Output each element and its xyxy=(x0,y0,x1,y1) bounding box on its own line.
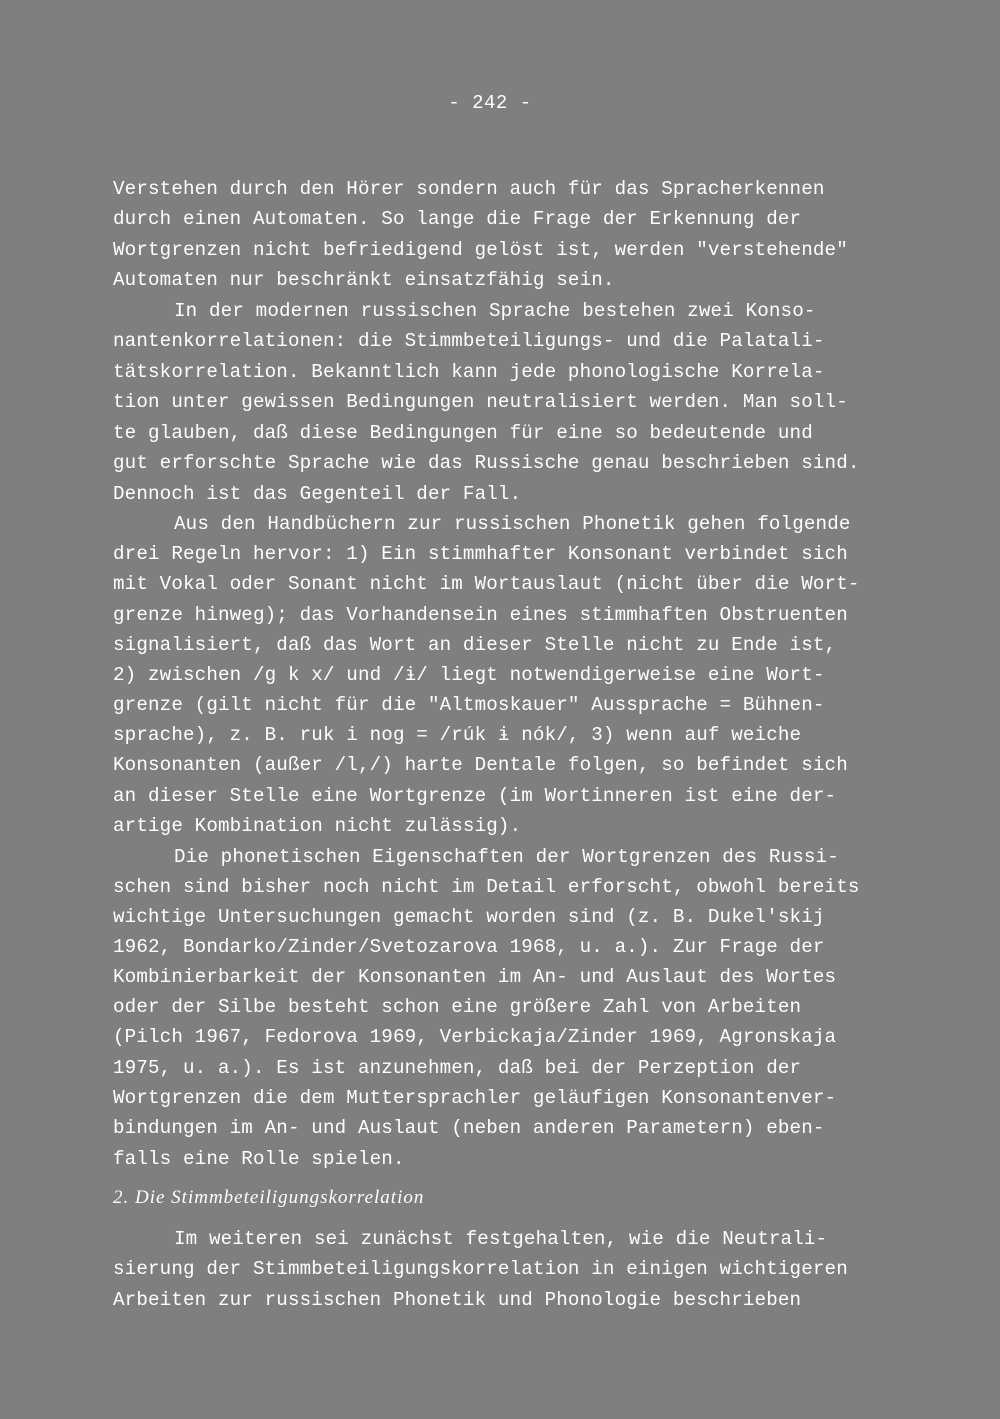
text-line: wichtige Untersuchungen gemacht worden sind (z. B. Dukel'skij xyxy=(113,906,825,928)
text-line: an dieser Stelle eine Wortgrenze (im Wortinneren ist eine der- xyxy=(113,785,837,807)
text-line: falls eine Rolle spielen. xyxy=(113,1148,405,1170)
text-line: artige Kombination nicht zulässig). xyxy=(113,815,522,837)
text-line: Wortgrenzen nicht befriedigend gelöst ist, werden "verstehende" xyxy=(113,239,848,261)
text-line: Wortgrenzen die dem Muttersprachler geläufigen Konsonantenver- xyxy=(113,1087,837,1109)
text-line: 1962, Bondarko/Zinder/Svetozarova 1968, u. a.). Zur Frage der xyxy=(113,936,825,958)
text-line: Aus den Handbüchern zur russischen Phonetik gehen folgende xyxy=(174,513,851,535)
text-line: Automaten nur beschränkt einsatzfähig sein. xyxy=(113,269,615,291)
text-line: Im weiteren sei zunächst festgehalten, wie die Neutrali- xyxy=(174,1228,828,1250)
text-line: mit Vokal oder Sonant nicht im Wortauslaut (nicht über die Wort- xyxy=(113,573,860,595)
text-line: sierung der Stimmbeteiligungskorrelation in einigen wichtigeren xyxy=(113,1258,848,1280)
text-line: gut erforschte Sprache wie das Russische genau beschrieben sind. xyxy=(113,452,860,474)
text-line: schen sind bisher noch nicht im Detail erforscht, obwohl bereits xyxy=(113,876,860,898)
text-line: Die phonetischen Eigenschaften der Wortgrenzen des Russi- xyxy=(174,846,839,868)
text-line: nantenkorrelationen: die Stimmbeteiligungs- und die Palatali- xyxy=(113,330,825,352)
text-line: Verstehen durch den Hörer sondern auch für das Spracherkennen xyxy=(113,178,825,200)
text-line: Kombinierbarkeit der Konsonanten im An- und Auslaut des Wortes xyxy=(113,966,837,988)
text-line: oder der Silbe besteht schon eine größere Zahl von Arbeiten xyxy=(113,996,802,1018)
text-line: Dennoch ist das Gegenteil der Fall. xyxy=(113,483,522,505)
text-line: Arbeiten zur russischen Phonetik und Phonologie beschrieben xyxy=(113,1289,802,1311)
text-line: 2) zwischen /g k x/ und /ɨ/ liegt notwendigerweise eine Wort- xyxy=(113,664,825,686)
text-line: tion unter gewissen Bedingungen neutralisiert werden. Man soll- xyxy=(113,391,848,413)
section-heading: 2. Die Stimmbeteiligungskorrelation xyxy=(113,1187,425,1208)
text-line: te glauben, daß diese Bedingungen für eine so bedeutende und xyxy=(113,422,813,444)
text-line: In der modernen russischen Sprache bestehen zwei Konso- xyxy=(174,300,816,322)
text-line: durch einen Automaten. So lange die Frage der Erkennung der xyxy=(113,208,802,230)
text-line: drei Regeln hervor: 1) Ein stimmhafter Konsonant verbindet sich xyxy=(113,543,848,565)
text-line: grenze hinweg); das Vorhandensein eines stimmhaften Obstruenten xyxy=(113,604,848,626)
text-line: sprache), z. B. ruk i nog = /rúk ɨ nók/, 3) wenn auf weiche xyxy=(113,724,802,746)
text-line: tätskorrelation. Bekanntlich kann jede phonologische Korrela- xyxy=(113,361,825,383)
text-line: (Pilch 1967, Fedorova 1969, Verbickaja/Zinder 1969, Agronskaja xyxy=(113,1026,837,1048)
text-line: 1975, u. a.). Es ist anzunehmen, daß bei der Perzeption der xyxy=(113,1057,802,1079)
page-number: - 242 - xyxy=(448,92,532,114)
text-line: grenze (gilt nicht für die "Altmoskauer" Aussprache = Bühnen- xyxy=(113,694,825,716)
text-line: bindungen im An- und Auslaut (neben anderen Parametern) eben- xyxy=(113,1117,825,1139)
text-line: signalisiert, daß das Wort an dieser Stelle nicht zu Ende ist, xyxy=(113,634,837,656)
text-line: Konsonanten (außer /l,/) harte Dentale folgen, so befindet sich xyxy=(113,754,848,776)
